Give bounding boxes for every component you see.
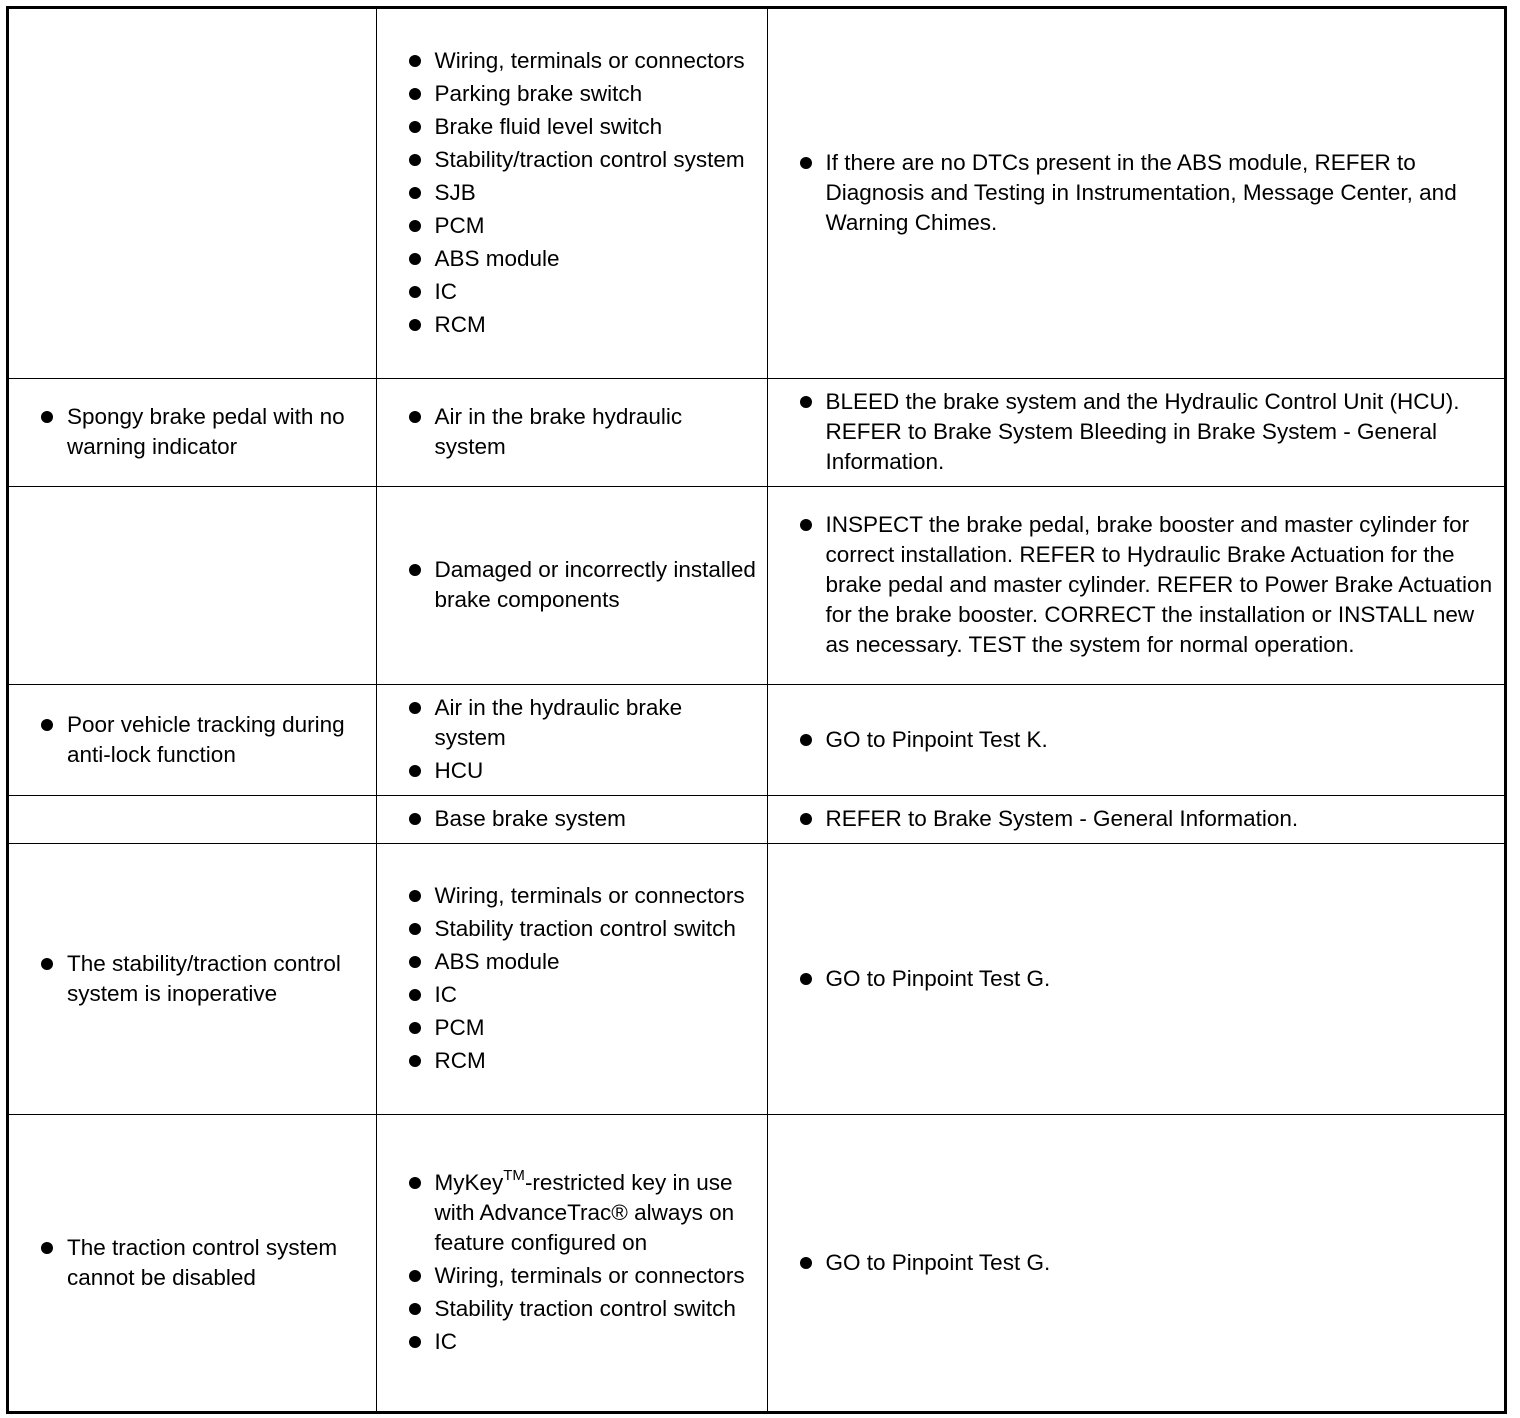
condition-cell bbox=[9, 378, 376, 486]
condition-cell bbox=[9, 486, 376, 684]
list-item bbox=[435, 1327, 759, 1357]
diagnosis-table-frame bbox=[6, 6, 1507, 1414]
bullet-icon bbox=[800, 1257, 812, 1269]
bullet-icon bbox=[41, 719, 53, 731]
table-row bbox=[9, 1114, 1504, 1411]
bullet-icon bbox=[409, 187, 421, 199]
item-text: Stability traction control switch bbox=[434, 1296, 736, 1322]
list-item bbox=[435, 46, 759, 76]
item-text: If there are no DTCs present in the ABS module, REFER to Diagnosis and Testing in Instrumentation, Message Center, and Warning Chimes. bbox=[825, 150, 1457, 236]
item-text: Air in the brake hydraulic system bbox=[434, 404, 683, 459]
bullet-icon bbox=[409, 220, 421, 232]
list-item bbox=[826, 725, 1497, 755]
item-text: PCM bbox=[434, 213, 485, 239]
condition-cell bbox=[9, 843, 376, 1114]
bullet-icon bbox=[800, 813, 812, 825]
bullet-icon bbox=[409, 411, 421, 423]
list-item bbox=[435, 402, 759, 462]
bullet-icon bbox=[800, 519, 812, 531]
list-item bbox=[826, 510, 1497, 660]
item-text: IC bbox=[434, 279, 457, 305]
item-text: IC bbox=[434, 1329, 457, 1355]
bullet-icon bbox=[409, 1055, 421, 1067]
list-item bbox=[435, 310, 759, 340]
item-text: Damaged or incorrectly installed brake components bbox=[434, 557, 756, 612]
item-text: ABS module bbox=[434, 949, 560, 974]
item-text: PCM bbox=[434, 1015, 485, 1040]
condition-cell bbox=[9, 1114, 376, 1411]
bullet-icon bbox=[409, 286, 421, 298]
item-text: Stability/traction control system bbox=[434, 147, 745, 173]
trademark-mark: TM bbox=[503, 1166, 525, 1184]
bullet-icon bbox=[800, 734, 812, 746]
action-cell bbox=[767, 795, 1504, 843]
symptom-chart-table bbox=[9, 9, 1504, 1411]
list-item bbox=[435, 756, 759, 786]
item-text: The traction control system cannot be disabled bbox=[67, 1234, 338, 1290]
list-item bbox=[435, 1013, 759, 1043]
item-text: SJB bbox=[434, 180, 476, 206]
list-item bbox=[435, 211, 759, 241]
bullet-icon bbox=[409, 253, 421, 265]
list-item bbox=[67, 710, 370, 770]
item-text: ABS module bbox=[434, 246, 560, 272]
action-cell bbox=[767, 684, 1504, 795]
item-text: REFER to Brake System - General Information. bbox=[825, 806, 1299, 831]
table-row bbox=[9, 684, 1504, 795]
bullet-icon bbox=[800, 157, 812, 169]
possible-source-cell bbox=[376, 795, 767, 843]
bullet-icon bbox=[41, 411, 53, 423]
list-item bbox=[435, 693, 759, 753]
mykey-description: -restricted key in use with AdvanceTrac® always on feature configured on bbox=[434, 1170, 735, 1256]
item-text: HCU bbox=[434, 758, 484, 783]
item-text: RCM bbox=[434, 1048, 486, 1073]
item-text: GO to Pinpoint Test G. bbox=[825, 1249, 1051, 1275]
bullet-icon bbox=[409, 1270, 421, 1282]
list-item bbox=[826, 387, 1497, 477]
bullet-icon bbox=[409, 88, 421, 100]
list-item bbox=[826, 148, 1497, 238]
item-text: Spongy brake pedal with no warning indicator bbox=[67, 404, 345, 459]
list-item bbox=[435, 1261, 759, 1291]
list-item bbox=[435, 947, 759, 977]
list-item bbox=[67, 402, 370, 462]
bullet-icon bbox=[409, 154, 421, 166]
item-text: RCM bbox=[434, 312, 486, 338]
item-text: IC bbox=[434, 982, 457, 1007]
bullet-icon bbox=[409, 1336, 421, 1348]
possible-source-cell bbox=[376, 1114, 767, 1411]
list-item bbox=[435, 881, 759, 911]
item-text: Parking brake switch bbox=[434, 81, 643, 107]
bullet-icon bbox=[409, 765, 421, 777]
list-item bbox=[435, 914, 759, 944]
possible-source-cell bbox=[376, 684, 767, 795]
item-text: Stability traction control switch bbox=[434, 916, 736, 941]
item-text: Poor vehicle tracking during anti-lock function bbox=[67, 711, 345, 767]
table-row bbox=[9, 843, 1504, 1114]
item-text: Wiring, terminals or connectors bbox=[434, 48, 745, 74]
item-text: GO to Pinpoint Test G. bbox=[825, 965, 1051, 991]
list-item bbox=[435, 1168, 759, 1258]
bullet-icon bbox=[409, 923, 421, 935]
possible-source-cell bbox=[376, 843, 767, 1114]
bullet-icon bbox=[409, 890, 421, 902]
bullet-icon bbox=[409, 121, 421, 133]
item-text: The stability/traction control system is inoperative bbox=[67, 950, 341, 1006]
item-text: GO to Pinpoint Test K. bbox=[825, 726, 1048, 752]
list-item bbox=[435, 555, 759, 615]
item-text: Base brake system bbox=[434, 806, 626, 831]
bullet-icon bbox=[409, 55, 421, 67]
action-cell bbox=[767, 1114, 1504, 1411]
item-text: INSPECT the brake pedal, brake booster and master cylinder for correct installation. REFER to Hydraulic Brake Actuation for the brake pedal and master cylinder. REFER to Power Brake Actuation for the brake booster. CORRECT the installation or INSTALL new as necessary. TEST the system for normal operation. bbox=[825, 512, 1493, 657]
item-text: Brake fluid level switch bbox=[434, 114, 663, 140]
list-item bbox=[826, 964, 1497, 994]
bullet-icon bbox=[409, 1303, 421, 1315]
possible-source-cell bbox=[376, 378, 767, 486]
bullet-icon bbox=[409, 702, 421, 714]
action-cell bbox=[767, 378, 1504, 486]
list-item bbox=[826, 1248, 1497, 1278]
table-row bbox=[9, 486, 1504, 684]
list-item bbox=[435, 178, 759, 208]
possible-source-cell bbox=[376, 486, 767, 684]
table-row bbox=[9, 378, 1504, 486]
bullet-icon bbox=[41, 1242, 53, 1254]
table-row bbox=[9, 9, 1504, 378]
bullet-icon bbox=[409, 564, 421, 576]
list-item bbox=[435, 1046, 759, 1076]
possible-source-cell bbox=[376, 9, 767, 378]
item-text: Wiring, terminals or connectors bbox=[434, 883, 745, 908]
list-item bbox=[435, 112, 759, 142]
bullet-icon bbox=[409, 319, 421, 331]
list-item bbox=[435, 145, 759, 175]
list-item bbox=[435, 980, 759, 1010]
list-item bbox=[435, 244, 759, 274]
list-item bbox=[435, 79, 759, 109]
list-item bbox=[67, 949, 370, 1009]
action-cell bbox=[767, 843, 1504, 1114]
list-item bbox=[826, 804, 1497, 834]
table-row bbox=[9, 795, 1504, 843]
action-cell bbox=[767, 486, 1504, 684]
list-item bbox=[435, 277, 759, 307]
condition-cell bbox=[9, 9, 376, 378]
condition-cell bbox=[9, 684, 376, 795]
bullet-icon bbox=[41, 958, 53, 970]
mykey-text: MyKey bbox=[434, 1170, 504, 1196]
bullet-icon bbox=[409, 1177, 421, 1189]
bullet-icon bbox=[800, 973, 812, 985]
bullet-icon bbox=[409, 813, 421, 825]
list-item bbox=[435, 1294, 759, 1324]
condition-cell bbox=[9, 795, 376, 843]
item-text: BLEED the brake system and the Hydraulic Control Unit (HCU). REFER to Brake System Bleeding in Brake System - General Information. bbox=[825, 389, 1460, 474]
item-text: Wiring, terminals or connectors bbox=[434, 1263, 745, 1289]
bullet-icon bbox=[409, 989, 421, 1001]
bullet-icon bbox=[409, 1022, 421, 1034]
bullet-icon bbox=[800, 396, 812, 408]
bullet-icon bbox=[409, 956, 421, 968]
list-item bbox=[67, 1233, 370, 1293]
action-cell bbox=[767, 9, 1504, 378]
list-item bbox=[435, 804, 759, 834]
item-text: Air in the hydraulic brake system bbox=[434, 695, 683, 750]
